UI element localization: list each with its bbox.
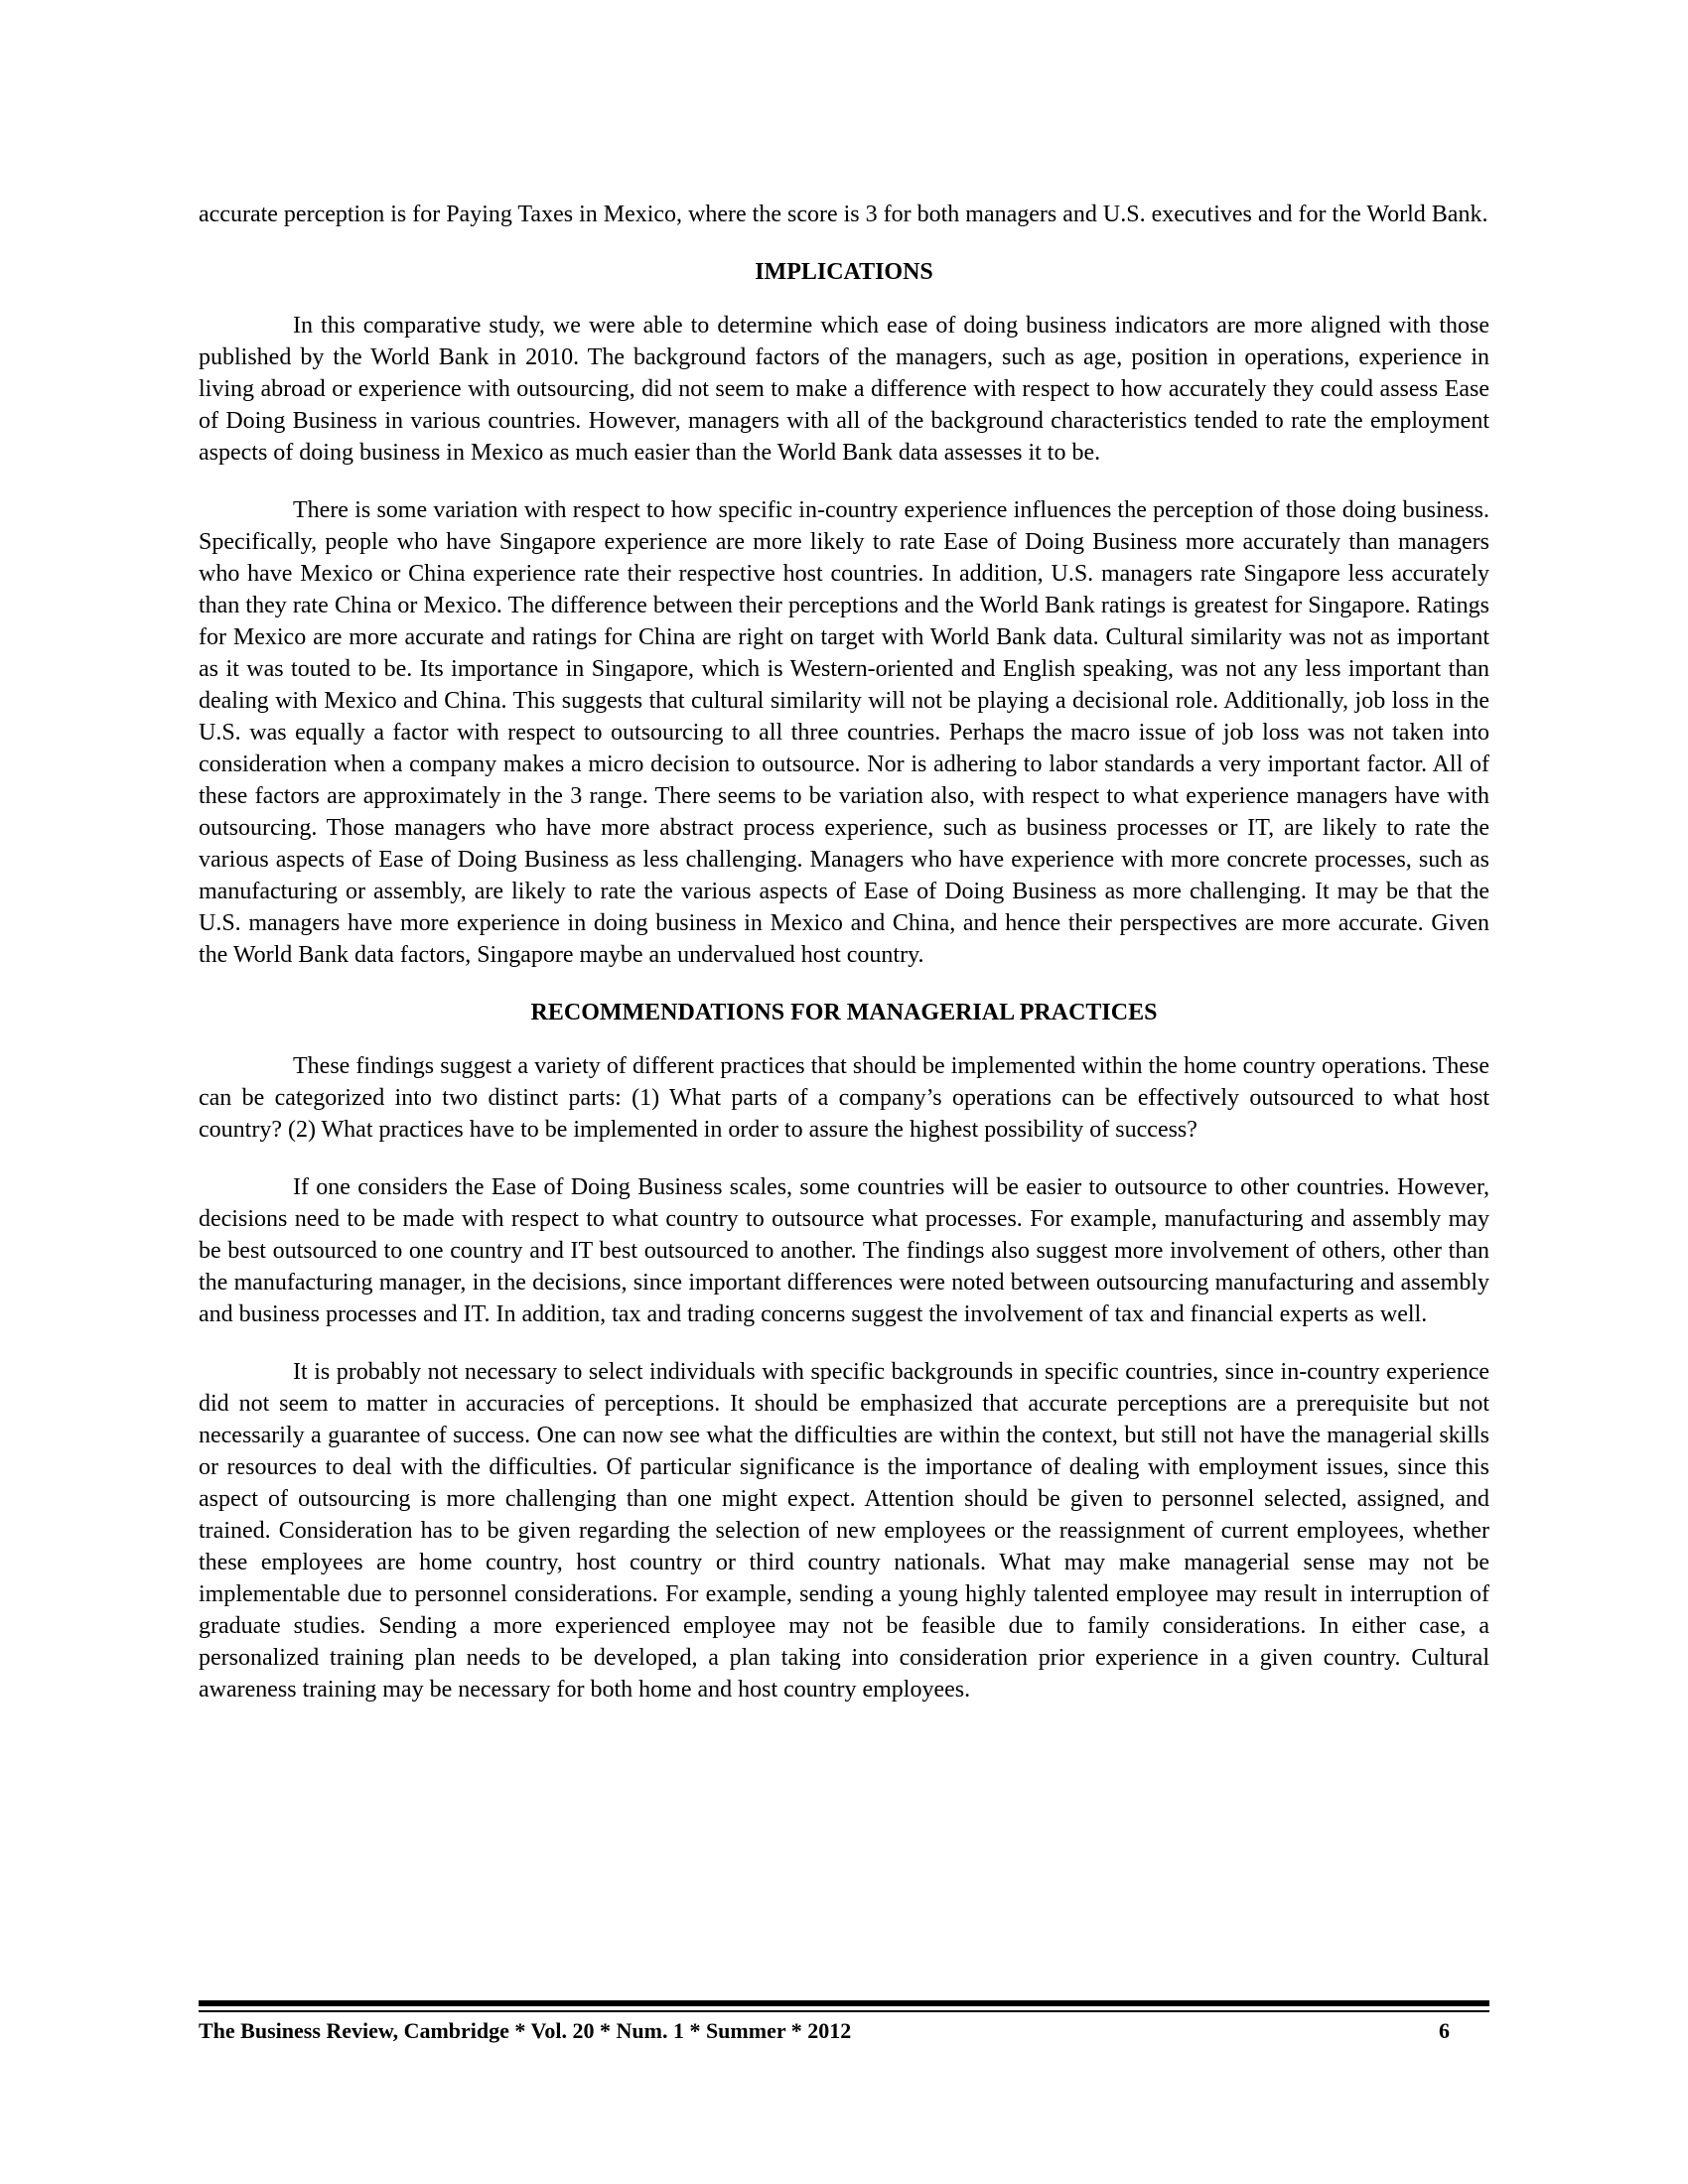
journal-citation: The Business Review, Cambridge * Vol. 20 * Num. 1 * Summer * 2012 — [199, 2018, 852, 2043]
paragraph: If one considers the Ease of Doing Business scales, some countries will be easier to outsource to other countries. However, decisions need to be made with respect to what country to outsource what processes. For example, manufacturing and assembly may be best outsourced to one country and IT best outsourced to another. The findings also suggest more involvement of others, other than the manufacturing manager, in the decisions, since important differences were noted between outsourcing manufacturing and assembly and business processes and IT. In addition, tax and trading concerns suggest the involvement of tax and financial experts as well. — [199, 1174, 1489, 1327]
footer-row — [199, 2018, 1489, 2044]
paragraph: It is probably not necessary to select individuals with specific backgrounds in specific countries, since in-country experience did not seem to matter in accuracies of perceptions. It should be emphasized that accurate perceptions are a prerequisite but not necessarily a guarantee of success. One can now see what the difficulties are within the context, but still not have the managerial skills or resources to deal with the difficulties. Of particular significance is the importance of dealing with employment issues, since this aspect of outsourcing is more challenging than one might expect. Attention should be given to personnel selected, assigned, and trained. Consideration has to be given regarding the selection of new employees or the reassignment of current employees, whether these employees are home country, host country or third country nationals. What may make managerial sense may not be implementable due to personnel considerations. For example, sending a young highly talented employee may result in interruption of graduate studies. Sending a more experienced employee may not be feasible due to family considerations. In either case, a personalized training plan needs to be developed, a plan taking into consideration prior experience in a given country. Cultural awareness training may be necessary for both home and host country employees. — [199, 1359, 1489, 1703]
paragraph: These findings suggest a variety of different practices that should be implemented within the home country operations. These can be categorized into two distinct parts: (1) What parts of a company’s operations can be effectively outsourced to what host country? (2) What practices have to be implemented in order to assure the highest possibility of success? — [199, 1053, 1489, 1143]
section-heading-implications: IMPLICATIONS — [755, 259, 933, 285]
page-footer — [199, 2000, 1489, 2044]
section-heading-recommendations: RECOMMENDATIONS FOR MANAGERIAL PRACTICES — [530, 1000, 1158, 1025]
paragraph: There is some variation with respect to how specific in-country experience influences the perception of those doing business. Specifically, people who have Singapore experience are more likely to rate Ease of Doing Business more accurately than managers who have Mexico or China experience rate their respective host countries. In addition, U.S. managers rate Singapore less accurately than they rate China or Mexico. The difference between their perceptions and the World Bank ratings is greatest for Singapore. Ratings for Mexico are more accurate and ratings for China are right on target with World Bank data. Cultural similarity was not as important as it was touted to be. Its importance in Singapore, which is Western-oriented and English speaking, was not any less important than dealing with Mexico and China. This suggests that cultural similarity will not be playing a decisional role. Additionally, job loss in the U.S. was equally a factor with respect to outsourcing to all three countries. Perhaps the macro issue of job loss was not taken into consideration when a company makes a micro decision to outsource. Nor is adhering to labor standards a very important factor. All of these factors are approximately in the 3 range. There seems to be variation also, with respect to what experience managers have with outsourcing. Those managers who have more abstract process experience, such as business processes or IT, are likely to rate the various aspects of Ease of Doing Business as less challenging. Managers who have experience with more concrete processes, such as manufacturing or assembly, are likely to rate the various aspects of Ease of Doing Business as more challenging. It may be that the U.S. managers have more experience in doing business in Mexico and China, and hence their perspectives are more accurate. Given the World Bank data factors, Singapore maybe an undervalued host country. — [199, 497, 1489, 968]
page-body — [199, 199, 1489, 1731]
footer-rule-thin — [199, 2010, 1489, 2012]
intro-paragraph: accurate perception is for Paying Taxes in Mexico, where the score is 3 for both managers and U.S. executives and for the World Bank. — [199, 202, 1488, 227]
paragraph: In this comparative study, we were able to determine which ease of doing business indicators are more aligned with those published by the World Bank in 2010. The background factors of the managers, such as age, position in operations, experience in living abroad or experience with outsourcing, did not seem to make a difference with respect to how accurately they could assess Ease of Doing Business in various countries. However, managers with all of the background characteristics tended to rate the employment aspects of doing business in Mexico as much easier than the World Bank data assesses it to be. — [199, 313, 1489, 466]
footer-rule-thick — [199, 2000, 1489, 2006]
page-number: 6 — [1439, 2018, 1450, 2043]
